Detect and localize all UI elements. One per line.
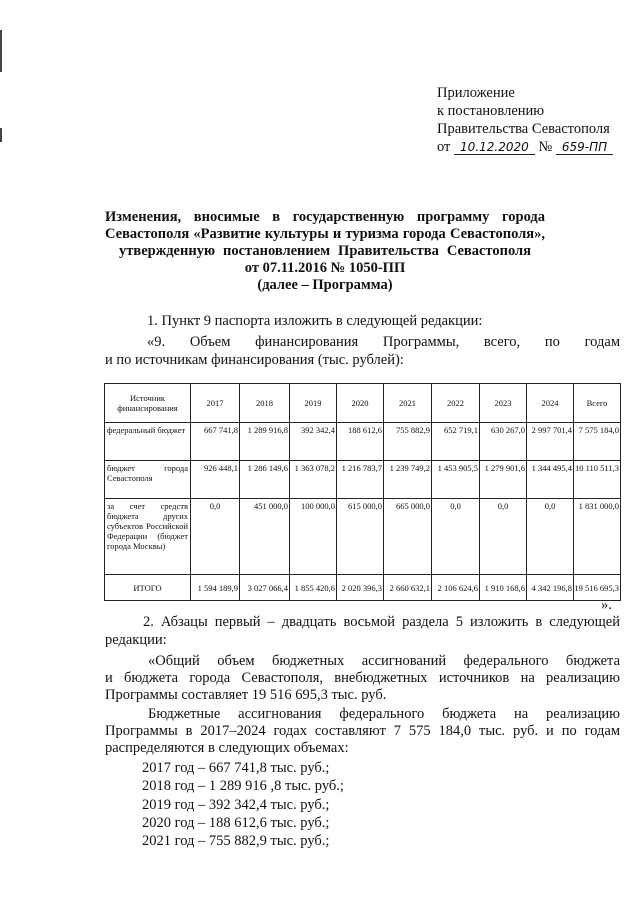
table-cell: 0,0 [432, 499, 480, 575]
header-year: 2023 [480, 384, 527, 423]
year-line: 2017 год – 667 741,8 тыс. руб.; [142, 760, 330, 776]
header-year: 2020 [337, 384, 384, 423]
table-cell: 665 000,0 [384, 499, 432, 575]
year-line: 2018 год – 1 289 916 ,8 тыс. руб.; [142, 778, 344, 794]
scan-margin-mark [0, 128, 2, 142]
table-cell: 1 594 189,9 [191, 575, 240, 601]
table-cell: 615 000,0 [337, 499, 384, 575]
table-cell: 667 741,8 [191, 423, 240, 461]
quote-paragraph-line: распределяются в следующих объемах: [105, 740, 349, 756]
number-label: № [538, 139, 553, 155]
table-cell: 1 910 168,6 [480, 575, 527, 601]
quote-paragraph-line: Бюджетные ассигнования федерального бюджета на реализацию [148, 706, 620, 722]
table-cell: 1 855 420,6 [290, 575, 337, 601]
table-cell: 19 516 695,3 [574, 575, 621, 601]
appendix-line: Приложение [437, 85, 515, 101]
table-cell: 1 289 916,8 [240, 423, 290, 461]
table-cell: 1 344 495,4 [527, 461, 574, 499]
table-cell: 0,0 [191, 499, 240, 575]
quote-paragraph-line: Программы в 2017–2024 годах составляют 7 575 184,0 тыс. руб. и по годам [105, 723, 620, 739]
header-total: Всего [574, 384, 621, 423]
row-source: федеральный бюджет [105, 423, 191, 461]
table-row [105, 423, 621, 461]
row-source: бюджет города Севастополя [105, 461, 191, 499]
quote-paragraph-line: «Общий объем бюджетных ассигнований федерального бюджета [148, 653, 620, 669]
header-year: 2021 [384, 384, 432, 423]
handwritten-number: 659-ПП [556, 140, 613, 155]
table-row [105, 575, 621, 601]
header-year: 2017 [191, 384, 240, 423]
row-source: за счет средств бюджета других субъектов Российской Федерации (бюджет города Москвы) [105, 499, 191, 575]
quote-paragraph-line: и бюджета города Севастополя, внебюджетных источников на реализацию [105, 670, 620, 686]
table-cell: 392 342,4 [290, 423, 337, 461]
table-cell: 926 448,1 [191, 461, 240, 499]
item-9-line: «9. Объем финансирования Программы, всего, по годам [147, 334, 620, 350]
table-cell: 1 453 905,5 [432, 461, 480, 499]
heading-line: утвержденную постановлением Правительства Севастополя [119, 243, 531, 259]
appendix-date-line [437, 138, 637, 156]
table-cell: 2 997 701,4 [527, 423, 574, 461]
header-year: 2019 [290, 384, 337, 423]
table-cell: 7 575 184,0 [574, 423, 621, 461]
appendix-line: Правительства Севастополя [437, 121, 610, 137]
table-cell: 0,0 [527, 499, 574, 575]
table-cell: 2 106 624,6 [432, 575, 480, 601]
table-cell: 451 000,0 [240, 499, 290, 575]
appendix-block [437, 84, 637, 156]
table-cell: 1 216 783,7 [337, 461, 384, 499]
document-heading [105, 209, 545, 294]
table-cell: 3 027 066,4 [240, 575, 290, 601]
quote-paragraph-line: Программы составляет 19 516 695,3 тыс. руб. [105, 687, 387, 703]
table-row [105, 499, 621, 575]
table-cell: 4 342 196,8 [527, 575, 574, 601]
row-source-total: ИТОГО [105, 575, 191, 601]
scan-margin-mark [0, 30, 2, 72]
point-2-line: 2. Абзацы первый – двадцать восьмой раздела 5 изложить в следующей [143, 614, 620, 630]
table-cell: 1 286 149,6 [240, 461, 290, 499]
year-line: 2019 год – 392 342,4 тыс. руб.; [142, 797, 330, 813]
table-cell: 2 020 396,3 [337, 575, 384, 601]
heading-line: Изменения, вносимые в государственную программу города [105, 209, 545, 225]
heading-line: Севастополя «Развитие культуры и туризма города Севастополя», [105, 226, 545, 242]
year-line: 2020 год – 188 612,6 тыс. руб.; [142, 815, 330, 831]
table-cell: 10 110 511,3 [574, 461, 621, 499]
table-cell: 1 363 078,2 [290, 461, 337, 499]
table-header-row [105, 384, 621, 423]
handwritten-date: 10.12.2020 [454, 140, 535, 155]
table-row [105, 461, 621, 499]
table-cell: 1 279 901,6 [480, 461, 527, 499]
heading-line: (далее – Программа) [257, 277, 393, 293]
table-cell: 1 831 000,0 [574, 499, 621, 575]
heading-line: от 07.11.2016 № 1050-ПП [244, 260, 406, 276]
year-line: 2021 год – 755 882,9 тыс. руб.; [142, 833, 330, 849]
table-cell: 755 882,9 [384, 423, 432, 461]
table-cell: 652 719,1 [432, 423, 480, 461]
table-cell: 2 660 632,1 [384, 575, 432, 601]
header-year: 2018 [240, 384, 290, 423]
financing-table [104, 383, 621, 601]
table-cell: 0,0 [480, 499, 527, 575]
table-cell: 188 612,6 [337, 423, 384, 461]
appendix-line: к постановлению [437, 103, 545, 119]
point-2-line: редакции: [105, 632, 167, 648]
table-cell: 1 239 749,2 [384, 461, 432, 499]
item-9-line: и по источникам финансирования (тыс. рублей): [105, 352, 404, 368]
table-cell: 630 267,0 [480, 423, 527, 461]
closing-quote: ». [601, 597, 612, 613]
table-cell: 100 000,0 [290, 499, 337, 575]
header-source: Источник финансирования [105, 384, 191, 423]
point-1: 1. Пункт 9 паспорта изложить в следующей редакции: [147, 313, 483, 329]
from-label: от [437, 139, 451, 155]
header-year: 2024 [527, 384, 574, 423]
header-year: 2022 [432, 384, 480, 423]
